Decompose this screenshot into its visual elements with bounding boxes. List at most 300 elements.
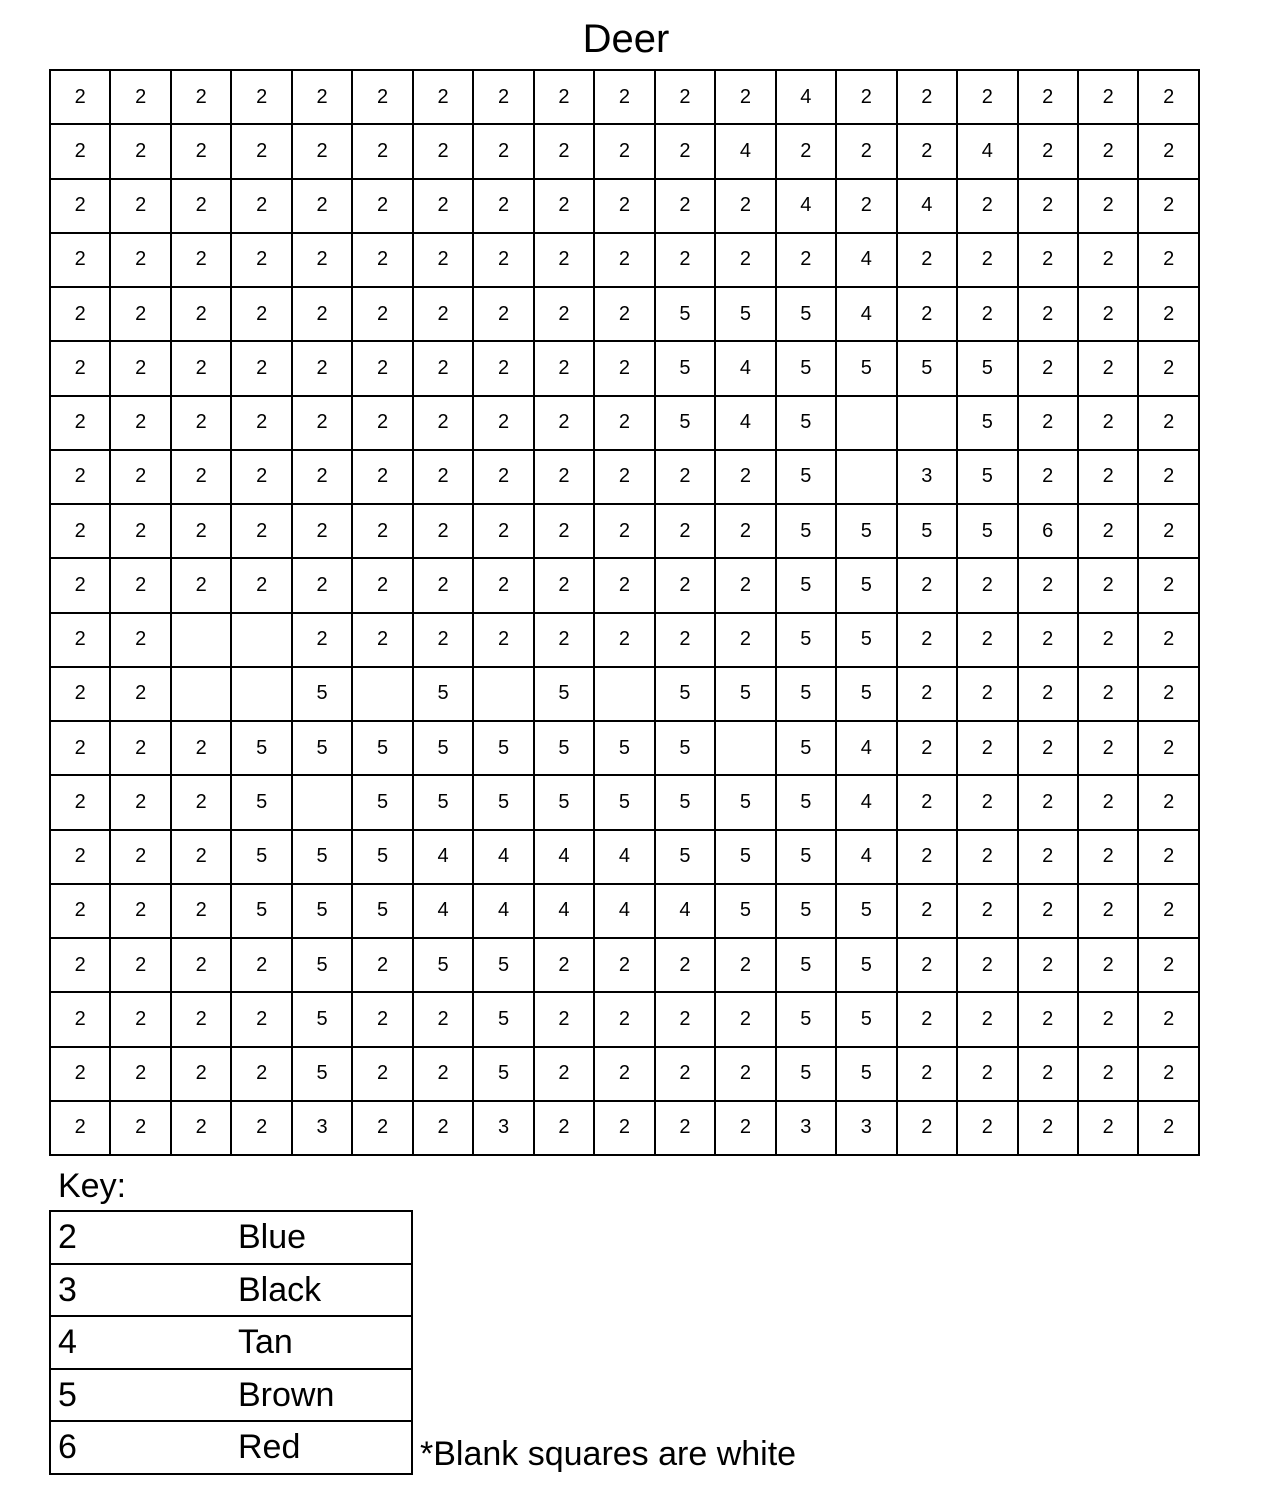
grid-cell: 2 <box>171 1101 231 1155</box>
grid-cell: 2 <box>473 70 533 124</box>
grid-cell: 2 <box>110 504 170 558</box>
grid-cell: 6 <box>1018 504 1078 558</box>
grid-cell: 5 <box>776 721 836 775</box>
grid-cell: 2 <box>50 233 110 287</box>
grid-cell: 2 <box>897 233 957 287</box>
grid-cell: 4 <box>413 884 473 938</box>
grid-cell <box>171 613 231 667</box>
grid-cell: 5 <box>897 341 957 395</box>
grid-cell: 4 <box>473 884 533 938</box>
grid-cell: 2 <box>594 124 654 178</box>
grid-cell: 2 <box>1018 667 1078 721</box>
grid-cell: 2 <box>1078 938 1138 992</box>
grid-cell: 2 <box>1078 233 1138 287</box>
grid-cell: 2 <box>957 830 1017 884</box>
grid-cell: 5 <box>231 830 291 884</box>
grid-cell: 4 <box>715 124 775 178</box>
grid-row <box>50 667 1199 721</box>
grid-cell: 2 <box>171 1047 231 1101</box>
grid-cell: 2 <box>50 558 110 612</box>
grid-cell: 5 <box>413 775 473 829</box>
grid-cell: 5 <box>292 721 352 775</box>
grid-cell: 5 <box>292 830 352 884</box>
grid-row <box>50 1101 1199 1155</box>
grid-cell: 2 <box>897 992 957 1046</box>
grid-cell: 2 <box>594 70 654 124</box>
grid-cell: 5 <box>655 287 715 341</box>
grid-cell: 5 <box>836 667 896 721</box>
grid-cell: 5 <box>473 721 533 775</box>
grid-cell: 2 <box>594 1101 654 1155</box>
grid-cell: 5 <box>534 775 594 829</box>
grid-cell: 5 <box>715 830 775 884</box>
grid-cell: 2 <box>1018 938 1078 992</box>
grid-cell: 2 <box>715 179 775 233</box>
grid-cell: 2 <box>715 938 775 992</box>
grid-cell: 2 <box>776 124 836 178</box>
grid-cell: 2 <box>897 938 957 992</box>
grid-cell: 2 <box>231 450 291 504</box>
key-number: 5 <box>50 1369 218 1422</box>
grid-cell: 2 <box>655 938 715 992</box>
grid-cell: 2 <box>1138 396 1199 450</box>
grid-cell: 2 <box>352 396 412 450</box>
grid-cell: 5 <box>776 884 836 938</box>
grid-cell: 2 <box>1078 341 1138 395</box>
grid-cell: 2 <box>594 992 654 1046</box>
grid-cell: 2 <box>171 341 231 395</box>
grid-cell: 2 <box>231 1101 291 1155</box>
grid-cell: 2 <box>715 613 775 667</box>
grid-cell <box>715 721 775 775</box>
grid-cell: 2 <box>594 450 654 504</box>
grid-cell: 2 <box>110 667 170 721</box>
grid-cell: 5 <box>231 884 291 938</box>
grid-cell: 4 <box>594 884 654 938</box>
grid-cell: 2 <box>413 124 473 178</box>
grid-cell: 2 <box>897 775 957 829</box>
grid-cell: 2 <box>231 992 291 1046</box>
grid-cell <box>352 667 412 721</box>
grid-cell: 2 <box>594 396 654 450</box>
grid-cell: 2 <box>1018 341 1078 395</box>
grid-cell: 5 <box>776 287 836 341</box>
grid-cell: 2 <box>50 884 110 938</box>
grid-cell: 2 <box>1018 396 1078 450</box>
grid-cell: 5 <box>715 667 775 721</box>
grid-cell: 2 <box>534 287 594 341</box>
grid-cell: 2 <box>715 70 775 124</box>
grid-cell: 5 <box>413 721 473 775</box>
grid-cell: 2 <box>50 775 110 829</box>
grid-cell: 5 <box>836 1047 896 1101</box>
grid-cell: 2 <box>534 179 594 233</box>
grid-cell: 2 <box>957 233 1017 287</box>
grid-cell: 2 <box>1138 721 1199 775</box>
grid-cell: 5 <box>473 992 533 1046</box>
color-key-table <box>49 1210 413 1475</box>
grid-cell: 2 <box>1138 450 1199 504</box>
grid-cell: 5 <box>776 450 836 504</box>
grid-cell: 2 <box>110 558 170 612</box>
grid-cell: 2 <box>897 124 957 178</box>
key-row <box>50 1316 412 1369</box>
grid-cell: 3 <box>473 1101 533 1155</box>
grid-cell: 5 <box>957 396 1017 450</box>
grid-cell: 2 <box>1138 287 1199 341</box>
key-row <box>50 1211 412 1264</box>
key-row <box>50 1264 412 1317</box>
grid-cell: 2 <box>413 558 473 612</box>
grid-cell: 4 <box>715 341 775 395</box>
grid-cell: 2 <box>171 233 231 287</box>
grid-cell: 2 <box>715 1047 775 1101</box>
grid-cell: 2 <box>413 450 473 504</box>
grid-cell: 2 <box>1138 667 1199 721</box>
grid-cell: 2 <box>171 179 231 233</box>
grid-cell: 2 <box>171 396 231 450</box>
grid-row <box>50 504 1199 558</box>
grid-cell: 2 <box>897 70 957 124</box>
grid-cell: 2 <box>957 70 1017 124</box>
grid-cell: 2 <box>1138 884 1199 938</box>
grid-cell: 2 <box>110 1101 170 1155</box>
grid-cell: 2 <box>171 124 231 178</box>
key-number: 4 <box>50 1316 218 1369</box>
grid-cell: 2 <box>352 992 412 1046</box>
grid-cell: 2 <box>655 1101 715 1155</box>
grid-cell: 2 <box>655 613 715 667</box>
grid-cell: 4 <box>715 396 775 450</box>
grid-cell: 2 <box>171 721 231 775</box>
grid-cell: 5 <box>776 938 836 992</box>
grid-cell: 2 <box>473 504 533 558</box>
grid-cell: 2 <box>50 287 110 341</box>
grid-cell: 2 <box>957 179 1017 233</box>
grid-cell <box>292 775 352 829</box>
grid-cell: 5 <box>836 884 896 938</box>
grid-cell: 2 <box>110 884 170 938</box>
grid-cell: 2 <box>655 504 715 558</box>
grid-cell: 2 <box>957 613 1017 667</box>
grid-cell: 4 <box>776 179 836 233</box>
grid-cell: 2 <box>1078 775 1138 829</box>
grid-cell: 4 <box>836 721 896 775</box>
grid-cell: 2 <box>1018 70 1078 124</box>
grid-cell: 2 <box>231 124 291 178</box>
key-number: 2 <box>50 1211 218 1264</box>
grid-cell: 2 <box>413 179 473 233</box>
grid-cell: 2 <box>231 70 291 124</box>
grid-cell: 2 <box>534 1101 594 1155</box>
grid-row <box>50 70 1199 124</box>
grid-cell: 2 <box>1078 558 1138 612</box>
grid-cell: 2 <box>473 287 533 341</box>
grid-cell: 2 <box>292 124 352 178</box>
grid-cell: 2 <box>655 233 715 287</box>
grid-cell: 2 <box>1078 992 1138 1046</box>
grid-cell: 5 <box>534 721 594 775</box>
grid-cell: 5 <box>776 613 836 667</box>
grid-cell: 5 <box>655 775 715 829</box>
grid-cell: 4 <box>655 884 715 938</box>
grid-cell: 2 <box>534 504 594 558</box>
grid-cell: 2 <box>1078 721 1138 775</box>
grid-cell: 2 <box>413 341 473 395</box>
grid-cell: 2 <box>715 558 775 612</box>
grid-cell: 2 <box>231 504 291 558</box>
grid-row <box>50 558 1199 612</box>
grid-cell: 2 <box>110 287 170 341</box>
grid-cell: 2 <box>413 992 473 1046</box>
grid-cell: 2 <box>413 1101 473 1155</box>
grid-cell: 2 <box>655 992 715 1046</box>
grid-cell: 5 <box>655 830 715 884</box>
grid-cell: 2 <box>1078 830 1138 884</box>
grid-cell: 2 <box>50 992 110 1046</box>
grid-cell: 5 <box>655 341 715 395</box>
grid-cell: 2 <box>50 1101 110 1155</box>
grid-cell: 2 <box>473 558 533 612</box>
grid-cell: 2 <box>292 341 352 395</box>
grid-cell: 2 <box>715 992 775 1046</box>
grid-cell: 2 <box>231 287 291 341</box>
key-number: 6 <box>50 1421 218 1474</box>
grid-cell: 2 <box>231 233 291 287</box>
grid-cell: 2 <box>1138 992 1199 1046</box>
grid-cell: 2 <box>50 450 110 504</box>
grid-cell: 2 <box>352 1101 412 1155</box>
grid-cell: 5 <box>776 830 836 884</box>
grid-cell: 4 <box>836 830 896 884</box>
grid-cell: 5 <box>292 667 352 721</box>
grid-cell: 2 <box>1018 124 1078 178</box>
key-color-name: Brown <box>218 1369 412 1422</box>
grid-cell: 2 <box>292 450 352 504</box>
grid-cell: 2 <box>413 70 473 124</box>
grid-row <box>50 450 1199 504</box>
grid-cell: 2 <box>292 396 352 450</box>
grid-cell: 2 <box>1138 504 1199 558</box>
grid-cell: 2 <box>352 179 412 233</box>
grid-cell: 2 <box>292 613 352 667</box>
grid-cell: 2 <box>897 830 957 884</box>
grid-cell: 2 <box>897 1047 957 1101</box>
grid-cell: 2 <box>594 558 654 612</box>
grid-cell: 4 <box>957 124 1017 178</box>
grid-cell: 2 <box>110 124 170 178</box>
grid-cell: 5 <box>957 504 1017 558</box>
grid-cell: 2 <box>1078 1047 1138 1101</box>
grid-cell: 2 <box>1078 396 1138 450</box>
grid-cell: 5 <box>836 613 896 667</box>
grid-cell: 5 <box>594 775 654 829</box>
grid-cell: 2 <box>957 775 1017 829</box>
grid-cell: 5 <box>352 721 412 775</box>
grid-cell: 2 <box>897 287 957 341</box>
grid-cell: 2 <box>50 1047 110 1101</box>
grid-cell <box>897 396 957 450</box>
grid-cell: 2 <box>473 613 533 667</box>
key-color-name: Black <box>218 1264 412 1317</box>
grid-cell: 2 <box>1138 233 1199 287</box>
grid-cell: 2 <box>1018 1101 1078 1155</box>
grid-cell <box>171 667 231 721</box>
grid-cell: 2 <box>171 558 231 612</box>
grid-cell: 5 <box>776 396 836 450</box>
grid-cell: 2 <box>594 287 654 341</box>
grid-cell: 2 <box>1078 287 1138 341</box>
grid-cell: 5 <box>776 667 836 721</box>
grid-cell: 2 <box>1018 884 1078 938</box>
grid-cell: 2 <box>836 179 896 233</box>
grid-cell: 5 <box>413 667 473 721</box>
grid-cell: 2 <box>110 775 170 829</box>
grid-cell: 2 <box>1078 613 1138 667</box>
grid-cell: 2 <box>655 124 715 178</box>
grid-cell: 2 <box>534 124 594 178</box>
grid-cell: 2 <box>534 341 594 395</box>
grid-cell: 2 <box>1138 775 1199 829</box>
grid-cell: 2 <box>1018 179 1078 233</box>
grid-cell: 2 <box>110 179 170 233</box>
grid-cell: 2 <box>776 233 836 287</box>
grid-cell: 2 <box>1138 830 1199 884</box>
grid-cell: 2 <box>352 287 412 341</box>
grid-cell: 2 <box>292 233 352 287</box>
grid-cell: 2 <box>655 1047 715 1101</box>
grid-cell: 5 <box>715 287 775 341</box>
key-number: 3 <box>50 1264 218 1317</box>
grid-cell: 2 <box>1138 1047 1199 1101</box>
grid-cell: 2 <box>352 1047 412 1101</box>
grid-cell: 5 <box>957 450 1017 504</box>
grid-cell: 2 <box>473 124 533 178</box>
grid-cell: 5 <box>836 992 896 1046</box>
grid-cell: 5 <box>836 341 896 395</box>
grid-cell: 2 <box>1078 179 1138 233</box>
grid-cell: 2 <box>292 70 352 124</box>
grid-cell: 2 <box>50 124 110 178</box>
grid-cell: 2 <box>957 938 1017 992</box>
grid-cell: 2 <box>473 396 533 450</box>
grid-cell: 2 <box>352 124 412 178</box>
grid-cell: 2 <box>534 233 594 287</box>
grid-cell: 2 <box>1138 1101 1199 1155</box>
grid-cell: 2 <box>1018 287 1078 341</box>
grid-cell: 5 <box>715 775 775 829</box>
grid-cell: 5 <box>352 775 412 829</box>
grid-cell: 2 <box>110 830 170 884</box>
grid-cell: 2 <box>1018 558 1078 612</box>
grid-cell: 3 <box>836 1101 896 1155</box>
grid-cell: 4 <box>836 287 896 341</box>
grid-cell: 2 <box>957 558 1017 612</box>
grid-cell: 2 <box>110 938 170 992</box>
grid-cell: 2 <box>897 721 957 775</box>
grid-cell: 2 <box>897 613 957 667</box>
grid-cell: 2 <box>110 233 170 287</box>
grid-cell: 5 <box>836 504 896 558</box>
grid-cell: 2 <box>171 992 231 1046</box>
grid-cell: 2 <box>171 287 231 341</box>
grid-cell: 2 <box>1018 721 1078 775</box>
grid-cell: 4 <box>473 830 533 884</box>
grid-cell <box>594 667 654 721</box>
grid-cell: 2 <box>50 179 110 233</box>
grid-cell: 2 <box>231 558 291 612</box>
grid-row <box>50 1047 1199 1101</box>
grid-cell: 4 <box>534 830 594 884</box>
grid-cell: 2 <box>292 287 352 341</box>
key-color-name: Tan <box>218 1316 412 1369</box>
grid-cell: 5 <box>473 1047 533 1101</box>
grid-cell: 2 <box>171 450 231 504</box>
grid-cell: 2 <box>534 938 594 992</box>
grid-cell: 2 <box>352 504 412 558</box>
grid-cell: 2 <box>1018 992 1078 1046</box>
grid-cell: 2 <box>897 1101 957 1155</box>
grid-cell: 2 <box>413 1047 473 1101</box>
grid-row <box>50 721 1199 775</box>
key-row <box>50 1421 412 1474</box>
grid-cell: 2 <box>594 613 654 667</box>
grid-cell: 2 <box>655 558 715 612</box>
grid-row <box>50 124 1199 178</box>
grid-cell: 5 <box>776 341 836 395</box>
grid-cell: 2 <box>594 233 654 287</box>
grid-cell: 5 <box>776 504 836 558</box>
grid-cell: 5 <box>655 667 715 721</box>
grid-cell: 2 <box>1018 830 1078 884</box>
grid-cell: 2 <box>957 667 1017 721</box>
grid-cell <box>836 450 896 504</box>
grid-cell: 2 <box>110 1047 170 1101</box>
grid-cell: 2 <box>655 179 715 233</box>
grid-cell: 2 <box>171 938 231 992</box>
grid-cell: 2 <box>655 450 715 504</box>
grid-cell: 5 <box>352 830 412 884</box>
grid-cell: 4 <box>836 775 896 829</box>
grid-cell: 2 <box>1078 124 1138 178</box>
grid-cell: 4 <box>594 830 654 884</box>
grid-cell: 2 <box>715 504 775 558</box>
grid-row <box>50 775 1199 829</box>
grid-cell: 2 <box>534 613 594 667</box>
grid-cell: 4 <box>897 179 957 233</box>
grid-cell: 2 <box>352 613 412 667</box>
blank-squares-note: *Blank squares are white <box>420 1435 797 1473</box>
grid-cell: 4 <box>776 70 836 124</box>
grid-cell: 2 <box>715 450 775 504</box>
grid-cell: 2 <box>231 396 291 450</box>
grid-row <box>50 884 1199 938</box>
grid-cell: 5 <box>655 396 715 450</box>
grid-cell: 2 <box>1018 775 1078 829</box>
grid-cell: 2 <box>50 504 110 558</box>
grid-cell: 2 <box>50 396 110 450</box>
grid-row <box>50 233 1199 287</box>
grid-cell: 2 <box>1078 450 1138 504</box>
grid-row <box>50 613 1199 667</box>
page-title: Deer <box>582 17 670 61</box>
grid-cell: 2 <box>1138 70 1199 124</box>
grid-cell: 2 <box>1138 124 1199 178</box>
grid-cell: 2 <box>110 70 170 124</box>
grid-cell: 2 <box>594 938 654 992</box>
grid-cell: 5 <box>473 938 533 992</box>
grid-cell: 2 <box>534 1047 594 1101</box>
